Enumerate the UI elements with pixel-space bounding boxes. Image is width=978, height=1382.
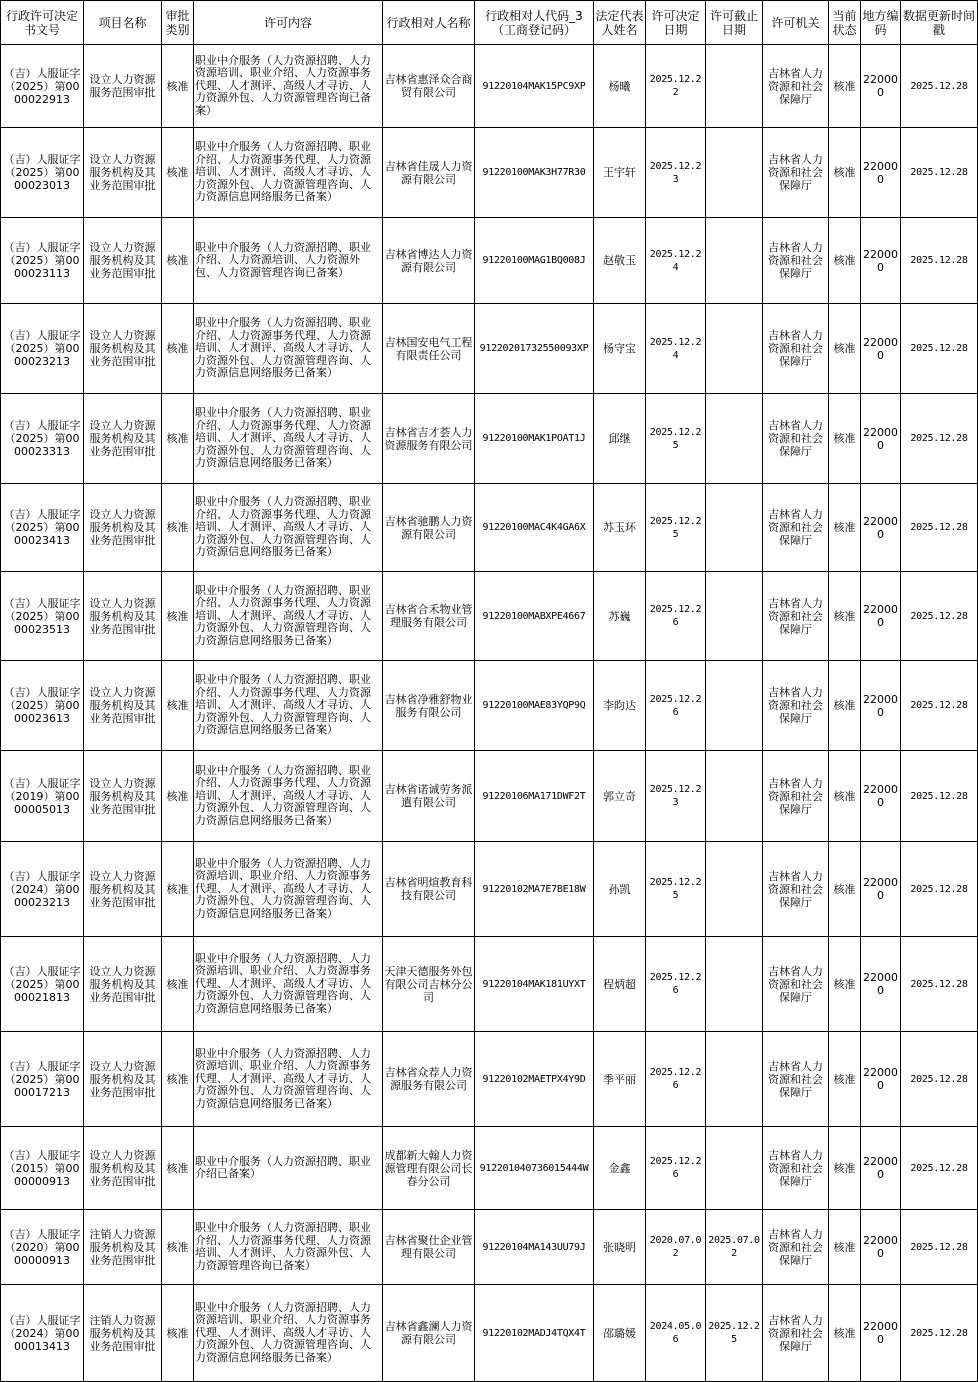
doc-number-cell: （吉）人服证字（2025）第0000022913 — [1, 45, 84, 128]
update-time-cell: 2025.12.28 — [901, 1032, 978, 1127]
header-cell: 项目名称 — [84, 1, 162, 45]
table-row — [1, 1210, 978, 1285]
status-cell: 核准 — [829, 1210, 861, 1285]
credit-code-cell: 91220104MA143UU79J — [475, 1210, 594, 1285]
update-time-cell: 2025.12.28 — [901, 1127, 978, 1210]
header-cell: 许可截止日期 — [706, 1, 763, 45]
decision-date-cell: 2025.12.26 — [646, 1127, 706, 1210]
doc-number-cell: （吉）人服证字（2019）第0000005013 — [1, 751, 84, 842]
legal-rep-cell: 金鑫 — [594, 1127, 646, 1210]
legal-rep-cell: 李昀达 — [594, 661, 646, 751]
status-cell: 核准 — [829, 45, 861, 128]
doc-number-cell: （吉）人服证字（2025）第0000023213 — [1, 304, 84, 394]
expiry-date-cell — [706, 394, 763, 484]
table-row — [1, 484, 978, 572]
status-cell: 核准 — [829, 484, 861, 572]
counterpart-name-cell: 吉林省佳晟人力资源有限公司 — [383, 128, 475, 218]
counterpart-name-cell: 吉林省众荐人力资源服务有限公司 — [383, 1032, 475, 1127]
license-content-cell: 职业中介服务（人力资源招聘、职业介绍、人力资源事务代理、人力资源培训、人才测评、高级人才寻访、人力资源外包、人力资源管理咨询、人力资源信息网络服务已备案） — [194, 572, 383, 661]
authority-cell: 吉林省人力资源和社会保障厅 — [763, 394, 829, 484]
update-time-cell: 2025.12.28 — [901, 484, 978, 572]
expiry-date-cell — [706, 45, 763, 128]
region-code-cell: 220000 — [861, 661, 901, 751]
authority-cell: 吉林省人力资源和社会保障厅 — [763, 304, 829, 394]
credit-code-cell: 912201040736015444W — [475, 1127, 594, 1210]
status-cell: 核准 — [829, 304, 861, 394]
table-row — [1, 45, 978, 128]
project-name-cell: 设立人力资源服务机构及其业务范围审批 — [84, 484, 162, 572]
table-row — [1, 1127, 978, 1210]
authority-cell: 吉林省人力资源和社会保障厅 — [763, 1210, 829, 1285]
authority-cell: 吉林省人力资源和社会保障厅 — [763, 937, 829, 1032]
authority-cell: 吉林省人力资源和社会保障厅 — [763, 1285, 829, 1382]
license-content-cell: 职业中介服务（人力资源招聘、人力资源培训、职业介绍、人力资源事务代理、人才测评、高级人才寻访、人力资源外包、人力资源管理咨询已备案） — [194, 45, 383, 128]
doc-number-cell: （吉）人服证字（2025）第0000023113 — [1, 218, 84, 304]
header-cell: 行政相对人代码_3（工商登记码） — [475, 1, 594, 45]
legal-rep-cell: 季平丽 — [594, 1032, 646, 1127]
table-row — [1, 218, 978, 304]
header-cell: 法定代表人姓名 — [594, 1, 646, 45]
decision-date-cell: 2025.12.25 — [646, 842, 706, 937]
legal-rep-cell: 郭立奇 — [594, 751, 646, 842]
project-name-cell: 设立人力资源服务机构及其业务范围审批 — [84, 661, 162, 751]
decision-date-cell: 2024.05.06 — [646, 1285, 706, 1382]
header-cell: 许可机关 — [763, 1, 829, 45]
region-code-cell: 220000 — [861, 128, 901, 218]
authority-cell: 吉林省人力资源和社会保障厅 — [763, 661, 829, 751]
status-cell: 核准 — [829, 937, 861, 1032]
region-code-cell: 220000 — [861, 218, 901, 304]
project-name-cell: 注销人力资源服务机构及其业务范围审批 — [84, 1210, 162, 1285]
doc-number-cell: （吉）人服证字（2025）第0000023413 — [1, 484, 84, 572]
status-cell: 核准 — [829, 751, 861, 842]
project-name-cell: 设立人力资源服务机构及其业务范围审批 — [84, 128, 162, 218]
approval-type-cell: 核准 — [162, 45, 194, 128]
doc-number-cell: （吉）人服证字（2025）第0000017213 — [1, 1032, 84, 1127]
table-row — [1, 751, 978, 842]
authority-cell: 吉林省人力资源和社会保障厅 — [763, 484, 829, 572]
region-code-cell: 220000 — [861, 1127, 901, 1210]
project-name-cell: 设立人力资源服务机构及其业务范围审批 — [84, 394, 162, 484]
license-content-cell: 职业中介服务（人力资源招聘、职业介绍、人力资源事务代理、人力资源培训、人才测评、高级人才寻访、人力资源外包、人力资源管理咨询、人力资源信息网络服务已备案） — [194, 128, 383, 218]
table-row — [1, 842, 978, 937]
region-code-cell: 220000 — [861, 45, 901, 128]
doc-number-cell: （吉）人服证字（2024）第0000013413 — [1, 1285, 84, 1382]
credit-code-cell: 91220100MAE83YQP9Q — [475, 661, 594, 751]
decision-date-cell: 2025.12.22 — [646, 45, 706, 128]
legal-rep-cell: 王宇轩 — [594, 128, 646, 218]
header-cell: 许可内容 — [194, 1, 383, 45]
license-content-cell: 职业中介服务（人力资源招聘、人力资源培训、职业介绍、人力资源事务代理、人才测评、高级人才寻访、人力资源外包、人力资源管理咨询、人力资源信息网络服务已备案） — [194, 1032, 383, 1127]
license-content-cell: 职业中介服务（人力资源招聘、人力资源培训、职业介绍、人力资源事务代理、人才测评、高级人才寻访、人力资源外包、人力资源管理咨询、人力资源信息网络服务已备案） — [194, 1285, 383, 1382]
credit-code-cell: 91220201732550093XP — [475, 304, 594, 394]
approval-type-cell: 核准 — [162, 572, 194, 661]
decision-date-cell: 2025.12.23 — [646, 128, 706, 218]
approval-type-cell: 核准 — [162, 394, 194, 484]
counterpart-name-cell: 吉林省博达人力资源有限公司 — [383, 218, 475, 304]
expiry-date-cell — [706, 937, 763, 1032]
legal-rep-cell: 杨曦 — [594, 45, 646, 128]
credit-code-cell: 91220100MABXPE4667 — [475, 572, 594, 661]
counterpart-name-cell: 吉林省净雅舒物业服务有限公司 — [383, 661, 475, 751]
doc-number-cell: （吉）人服证字（2025）第0000023613 — [1, 661, 84, 751]
table-row — [1, 661, 978, 751]
header-cell: 行政许可决定书文号 — [1, 1, 84, 45]
credit-code-cell: 91220102MA7E7BE18W — [475, 842, 594, 937]
region-code-cell: 220000 — [861, 1210, 901, 1285]
credit-code-cell: 91220102MADJ4TQX4T — [475, 1285, 594, 1382]
project-name-cell: 设立人力资源服务机构及其业务范围审批 — [84, 304, 162, 394]
legal-rep-cell: 杨守宝 — [594, 304, 646, 394]
license-content-cell: 职业中介服务（人力资源招聘、职业介绍、人力资源培训、人力资源外包、人力资源管理咨询已备案） — [194, 218, 383, 304]
table-row — [1, 1285, 978, 1382]
doc-number-cell: （吉）人服证字（2020）第0000000913 — [1, 1210, 84, 1285]
decision-date-cell: 2025.12.25 — [646, 394, 706, 484]
header-cell: 许可决定日期 — [646, 1, 706, 45]
header-row — [1, 1, 978, 45]
legal-rep-cell: 赵敬玉 — [594, 218, 646, 304]
region-code-cell: 220000 — [861, 394, 901, 484]
update-time-cell: 2025.12.28 — [901, 661, 978, 751]
credit-code-cell: 91220100MAK3H77R30 — [475, 128, 594, 218]
legal-rep-cell: 邵璐媛 — [594, 1285, 646, 1382]
status-cell: 核准 — [829, 1032, 861, 1127]
license-content-cell: 职业中介服务（人力资源招聘、职业介绍已备案） — [194, 1127, 383, 1210]
header-cell: 数据更新时间戳 — [901, 1, 978, 45]
project-name-cell: 设立人力资源服务机构及其业务范围审批 — [84, 1127, 162, 1210]
license-content-cell: 职业中介服务（人力资源招聘、职业介绍、人力资源事务代理、人力资源培训、人才测评、高级人才寻访、人力资源外包、人力资源管理咨询、人力资源信息网络服务已备案） — [194, 661, 383, 751]
table-row — [1, 1032, 978, 1127]
decision-date-cell: 2025.12.26 — [646, 937, 706, 1032]
project-name-cell: 设立人力资源服务机构及其业务范围审批 — [84, 751, 162, 842]
update-time-cell: 2025.12.28 — [901, 937, 978, 1032]
header-cell: 当前状态 — [829, 1, 861, 45]
approval-type-cell: 核准 — [162, 1210, 194, 1285]
status-cell: 核准 — [829, 1127, 861, 1210]
expiry-date-cell — [706, 572, 763, 661]
region-code-cell: 220000 — [861, 484, 901, 572]
doc-number-cell: （吉）人服证字（2015）第0000000913 — [1, 1127, 84, 1210]
region-code-cell: 220000 — [861, 1285, 901, 1382]
authority-cell: 吉林省人力资源和社会保障厅 — [763, 218, 829, 304]
project-name-cell: 设立人力资源服务机构及其业务范围审批 — [84, 1032, 162, 1127]
update-time-cell: 2025.12.28 — [901, 751, 978, 842]
authority-cell: 吉林省人力资源和社会保障厅 — [763, 128, 829, 218]
header-cell: 行政相对人名称 — [383, 1, 475, 45]
project-name-cell: 设立人力资源服务机构及其业务范围审批 — [84, 842, 162, 937]
authority-cell: 吉林省人力资源和社会保障厅 — [763, 1127, 829, 1210]
update-time-cell: 2025.12.28 — [901, 45, 978, 128]
approval-type-cell: 核准 — [162, 304, 194, 394]
authority-cell: 吉林省人力资源和社会保障厅 — [763, 45, 829, 128]
counterpart-name-cell: 吉林省诺诚劳务派遣有限公司 — [383, 751, 475, 842]
approval-type-cell: 核准 — [162, 1285, 194, 1382]
region-code-cell: 220000 — [861, 1032, 901, 1127]
authority-cell: 吉林省人力资源和社会保障厅 — [763, 572, 829, 661]
doc-number-cell: （吉）人服证字（2025）第0000023313 — [1, 394, 84, 484]
credit-code-cell: 91220102MAETPX4Y9D — [475, 1032, 594, 1127]
counterpart-name-cell: 吉林省吉才荟人力资源服务有限公司 — [383, 394, 475, 484]
status-cell: 核准 — [829, 572, 861, 661]
table-row — [1, 304, 978, 394]
authority-cell: 吉林省人力资源和社会保障厅 — [763, 751, 829, 842]
legal-rep-cell: 孙凯 — [594, 842, 646, 937]
status-cell: 核准 — [829, 128, 861, 218]
update-time-cell: 2025.12.28 — [901, 394, 978, 484]
legal-rep-cell: 苏玉环 — [594, 484, 646, 572]
approval-type-cell: 核准 — [162, 842, 194, 937]
approval-type-cell: 核准 — [162, 484, 194, 572]
license-content-cell: 职业中介服务（人力资源招聘、人力资源培训、职业介绍、人力资源事务代理、人才测评、高级人才寻访、人力资源外包、人力资源管理咨询、人力资源信息网络服务已备案） — [194, 937, 383, 1032]
region-code-cell: 220000 — [861, 842, 901, 937]
credit-code-cell: 91220106MA171DWF2T — [475, 751, 594, 842]
counterpart-name-cell: 吉林省明煊教育科技有限公司 — [383, 842, 475, 937]
doc-number-cell: （吉）人服证字（2025）第0000023513 — [1, 572, 84, 661]
license-content-cell: 职业中介服务（人力资源招聘、人力资源培训、职业介绍、人力资源事务代理、人才测评、高级人才寻访、人力资源外包、人力资源管理咨询、人力资源信息网络服务已备案） — [194, 842, 383, 937]
update-time-cell: 2025.12.28 — [901, 128, 978, 218]
approval-type-cell: 核准 — [162, 1127, 194, 1210]
expiry-date-cell: 2025.07.02 — [706, 1210, 763, 1285]
license-content-cell: 职业中介服务（人力资源招聘、职业介绍、人力资源事务代理、人力资源培训、人才测评、高级人才寻访、人力资源外包、人力资源管理咨询、人力资源信息网络服务已备案） — [194, 751, 383, 842]
expiry-date-cell — [706, 484, 763, 572]
decision-date-cell: 2025.12.24 — [646, 304, 706, 394]
doc-number-cell: （吉）人服证字（2025）第0000023013 — [1, 128, 84, 218]
table-row — [1, 937, 978, 1032]
counterpart-name-cell: 成都新大翰人力资源管理有限公司长春分公司 — [383, 1127, 475, 1210]
update-time-cell: 2025.12.28 — [901, 572, 978, 661]
doc-number-cell: （吉）人服证字（2024）第0000023213 — [1, 842, 84, 937]
decision-date-cell: 2025.12.26 — [646, 572, 706, 661]
credit-code-cell: 91220104MAK181UYXT — [475, 937, 594, 1032]
counterpart-name-cell: 吉林省合禾物业管理服务有限公司 — [383, 572, 475, 661]
authority-cell: 吉林省人力资源和社会保障厅 — [763, 842, 829, 937]
decision-date-cell: 2025.12.26 — [646, 1032, 706, 1127]
counterpart-name-cell: 天津天德服务外包有限公司吉林分公司 — [383, 937, 475, 1032]
legal-rep-cell: 邱继 — [594, 394, 646, 484]
expiry-date-cell — [706, 304, 763, 394]
expiry-date-cell — [706, 661, 763, 751]
status-cell: 核准 — [829, 1285, 861, 1382]
decision-date-cell: 2025.12.25 — [646, 484, 706, 572]
update-time-cell: 2025.12.28 — [901, 842, 978, 937]
table-row — [1, 394, 978, 484]
doc-number-cell: （吉）人服证字（2025）第0000021813 — [1, 937, 84, 1032]
approval-type-cell: 核准 — [162, 1032, 194, 1127]
region-code-cell: 220000 — [861, 937, 901, 1032]
expiry-date-cell: 2025.12.25 — [706, 1285, 763, 1382]
expiry-date-cell — [706, 218, 763, 304]
header-cell: 地方编码 — [861, 1, 901, 45]
approval-type-cell: 核准 — [162, 218, 194, 304]
credit-code-cell: 91220100MAG1BQ008J — [475, 218, 594, 304]
table-row — [1, 572, 978, 661]
counterpart-name-cell: 吉林省鑫澜人力资源有限公司 — [383, 1285, 475, 1382]
status-cell: 核准 — [829, 842, 861, 937]
approval-type-cell: 核准 — [162, 661, 194, 751]
credit-code-cell: 91220104MAK15PC9XP — [475, 45, 594, 128]
license-content-cell: 职业中介服务（人力资源招聘、职业介绍、人力资源事务代理、人力资源培训、人才测评、高级人才寻访、人力资源外包、人力资源管理咨询、人力资源信息网络服务已备案） — [194, 394, 383, 484]
decision-date-cell: 2025.12.23 — [646, 751, 706, 842]
approval-type-cell: 核准 — [162, 128, 194, 218]
counterpart-name-cell: 吉林省惠泽众合商贸有限公司 — [383, 45, 475, 128]
expiry-date-cell — [706, 128, 763, 218]
decision-date-cell: 2020.07.02 — [646, 1210, 706, 1285]
counterpart-name-cell: 吉林省聚仕企业管理有限公司 — [383, 1210, 475, 1285]
counterpart-name-cell: 吉林国安电气工程有限责任公司 — [383, 304, 475, 394]
update-time-cell: 2025.12.28 — [901, 1210, 978, 1285]
legal-rep-cell: 程炳超 — [594, 937, 646, 1032]
authority-cell: 吉林省人力资源和社会保障厅 — [763, 1032, 829, 1127]
legal-rep-cell: 苏巍 — [594, 572, 646, 661]
status-cell: 核准 — [829, 218, 861, 304]
project-name-cell: 设立人力资源服务机构及其业务范围审批 — [84, 572, 162, 661]
header-cell: 审批类别 — [162, 1, 194, 45]
credit-code-cell: 91220100MAC4K4GA6X — [475, 484, 594, 572]
update-time-cell: 2025.12.28 — [901, 1285, 978, 1382]
expiry-date-cell — [706, 1032, 763, 1127]
project-name-cell: 设立人力资源服务机构及其业务范围审批 — [84, 937, 162, 1032]
status-cell: 核准 — [829, 661, 861, 751]
region-code-cell: 220000 — [861, 304, 901, 394]
expiry-date-cell — [706, 842, 763, 937]
update-time-cell: 2025.12.28 — [901, 304, 978, 394]
region-code-cell: 220000 — [861, 751, 901, 842]
project-name-cell: 设立人力资源服务范围审批 — [84, 45, 162, 128]
license-content-cell: 职业中介服务（人力资源招聘、职业介绍、人力资源事务代理、人力资源培训、人才测评、高级人才寻访、人力资源外包、人力资源管理咨询、人力资源信息网络服务已备案） — [194, 304, 383, 394]
status-cell: 核准 — [829, 394, 861, 484]
region-code-cell: 220000 — [861, 572, 901, 661]
approval-type-cell: 核准 — [162, 937, 194, 1032]
counterpart-name-cell: 吉林省驰鹏人力资源有限公司 — [383, 484, 475, 572]
approval-type-cell: 核准 — [162, 751, 194, 842]
expiry-date-cell — [706, 1127, 763, 1210]
legal-rep-cell: 张晓明 — [594, 1210, 646, 1285]
expiry-date-cell — [706, 751, 763, 842]
update-time-cell: 2025.12.28 — [901, 218, 978, 304]
project-name-cell: 设立人力资源服务机构及其业务范围审批 — [84, 218, 162, 304]
credit-code-cell: 91220100MAK1POAT1J — [475, 394, 594, 484]
table-row — [1, 128, 978, 218]
license-content-cell: 职业中介服务（人力资源招聘、职业介绍、人力资源事务代理、人力资源培训、人才测评、人力资源外包、人力资源管理咨询已备案） — [194, 1210, 383, 1285]
license-content-cell: 职业中介服务（人力资源招聘、职业介绍、人力资源事务代理、人力资源培训、人才测评、高级人才寻访、人力资源外包、人力资源管理咨询、人力资源信息网络服务已备案） — [194, 484, 383, 572]
decision-date-cell: 2025.12.26 — [646, 661, 706, 751]
decision-date-cell: 2025.12.24 — [646, 218, 706, 304]
project-name-cell: 注销人力资源服务机构及其业务范围审批 — [84, 1285, 162, 1382]
